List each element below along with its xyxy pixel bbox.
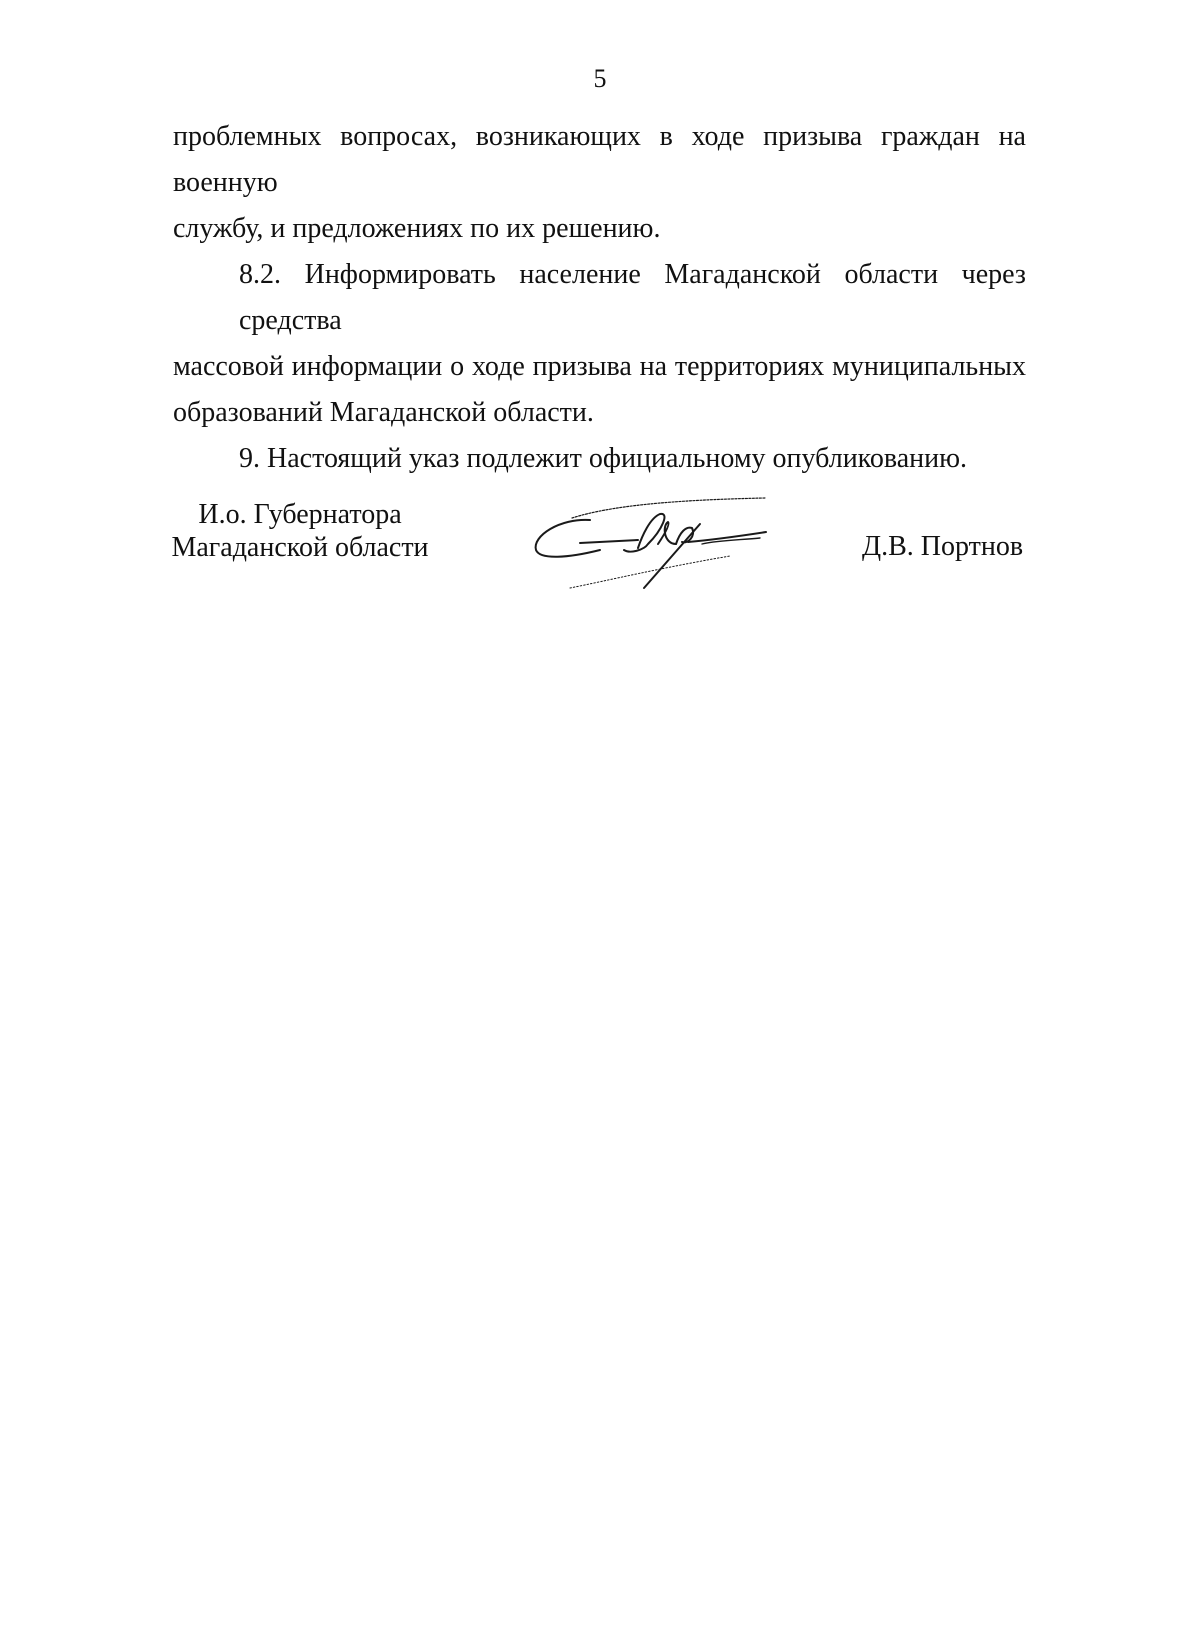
signatory-position-line-1: И.о. Губернатора: [198, 499, 402, 530]
text-line: проблемных вопросах, возникающих в ходе призыва граждан на военную: [173, 121, 1026, 198]
document-body: [173, 114, 1026, 482]
signatory-position-line-2: Магаданской области: [171, 532, 429, 563]
paragraph-item-8-2: [173, 252, 1026, 436]
signatory-name: Д.В. Портнов: [862, 531, 1024, 562]
paragraph-item-9: [173, 436, 1026, 482]
signatory-position: [160, 498, 440, 564]
text-line: 9. Настоящий указ подлежит официальному опубликованию.: [239, 443, 968, 474]
text-line: службу, и предложениях по их решению.: [173, 213, 661, 244]
page-number: 5: [593, 64, 607, 93]
text-line: образований Магаданской области.: [173, 397, 594, 428]
handwritten-signature: [520, 488, 785, 608]
paragraph-continuation: [173, 114, 1026, 252]
text-line: массовой информации о ходе призыва на территориях муниципальных: [173, 351, 1026, 382]
text-line: 8.2. Информировать население Магаданской области через средства: [239, 259, 1026, 336]
